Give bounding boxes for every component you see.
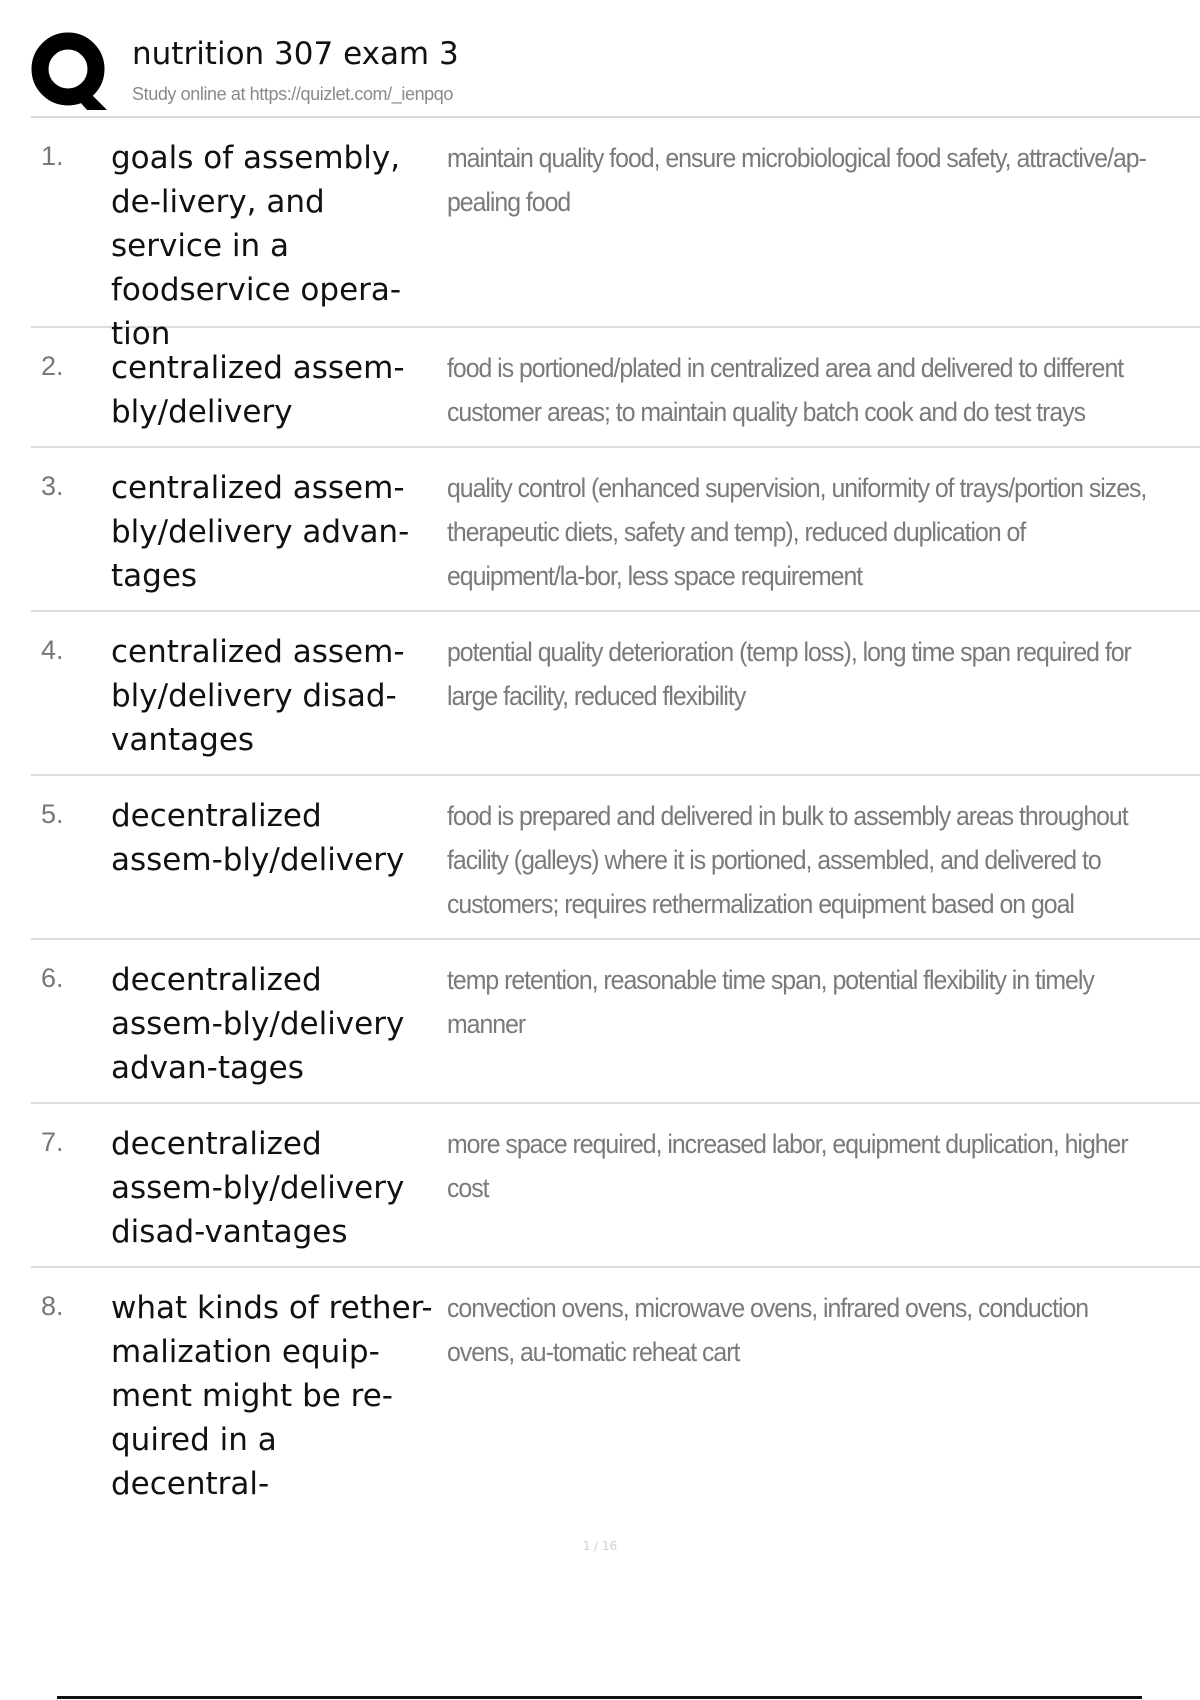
flashcard-row bbox=[31, 938, 1200, 1104]
card-number: 3. bbox=[41, 471, 64, 501]
flashcard-row bbox=[31, 774, 1200, 940]
card-term: decentralized assem-bly/delivery disad-vantages bbox=[111, 1126, 405, 1250]
card-term: goals of assembly, de-livery, and service in a foodservice opera-tion bbox=[111, 140, 402, 352]
card-definition: quality control (enhanced supervision, uniformity of trays/portion sizes, therapeutic diets, safety and temp), reduced duplication of equipment/la-bor, less space requirement bbox=[447, 473, 1147, 591]
card-definition: food is prepared and delivered in bulk to assembly areas throughout facility (galleys) where it is portioned, assembled, and delivered to customers; requires rethermalization equipment based on goal bbox=[447, 801, 1128, 919]
flashcard-row bbox=[31, 116, 1200, 352]
card-number: 2. bbox=[41, 351, 64, 381]
card-definition: temp retention, reasonable time span, potential flexibility in timely manner bbox=[447, 965, 1094, 1039]
card-number: 4. bbox=[41, 635, 64, 665]
card-number: 1. bbox=[41, 141, 64, 171]
card-term: decentralized assem-bly/delivery advan-tages bbox=[111, 962, 405, 1086]
page-number: 1 / 16 bbox=[582, 1539, 618, 1553]
card-definition: maintain quality food, ensure microbiological food safety, attractive/ap-pealing food bbox=[447, 143, 1146, 217]
card-term: centralized assem-bly/delivery bbox=[111, 350, 405, 430]
flashcard-row bbox=[31, 1266, 1200, 1502]
quizlet-logo-icon bbox=[31, 32, 111, 110]
page-header bbox=[31, 30, 1200, 118]
card-definition: food is portioned/plated in centralized area and delivered to different customer areas; to maintain quality batch cook and do test trays bbox=[447, 353, 1124, 427]
bottom-divider bbox=[57, 1696, 1142, 1699]
card-number: 7. bbox=[41, 1127, 64, 1157]
flashcard-row bbox=[31, 610, 1200, 776]
flashcard-row bbox=[31, 1102, 1200, 1268]
card-number: 6. bbox=[41, 963, 64, 993]
study-online-link[interactable]: Study online at https://quizlet.com/_ienpqo bbox=[132, 84, 454, 104]
card-number: 8. bbox=[41, 1291, 64, 1321]
card-definition: convection ovens, microwave ovens, infrared ovens, conduction ovens, au-tomatic reheat cart bbox=[447, 1293, 1089, 1367]
card-term: centralized assem-bly/delivery advan-tages bbox=[111, 470, 410, 594]
card-definition: more space required, increased labor, equipment duplication, higher cost bbox=[447, 1129, 1128, 1203]
flashcard-row bbox=[31, 446, 1200, 612]
card-definition: potential quality deterioration (temp loss), long time span required for large facility, reduced flexibility bbox=[447, 637, 1131, 711]
card-number: 5. bbox=[41, 799, 64, 829]
card-term: centralized assem-bly/delivery disad-vantages bbox=[111, 634, 405, 758]
study-set-title: nutrition 307 exam 3 bbox=[132, 36, 459, 72]
card-term: decentralized assem-bly/delivery bbox=[111, 798, 405, 878]
card-term: what kinds of rether-malization equip-ment might be re-quired in a decentral- bbox=[111, 1290, 433, 1502]
flashcard-row bbox=[31, 326, 1200, 448]
